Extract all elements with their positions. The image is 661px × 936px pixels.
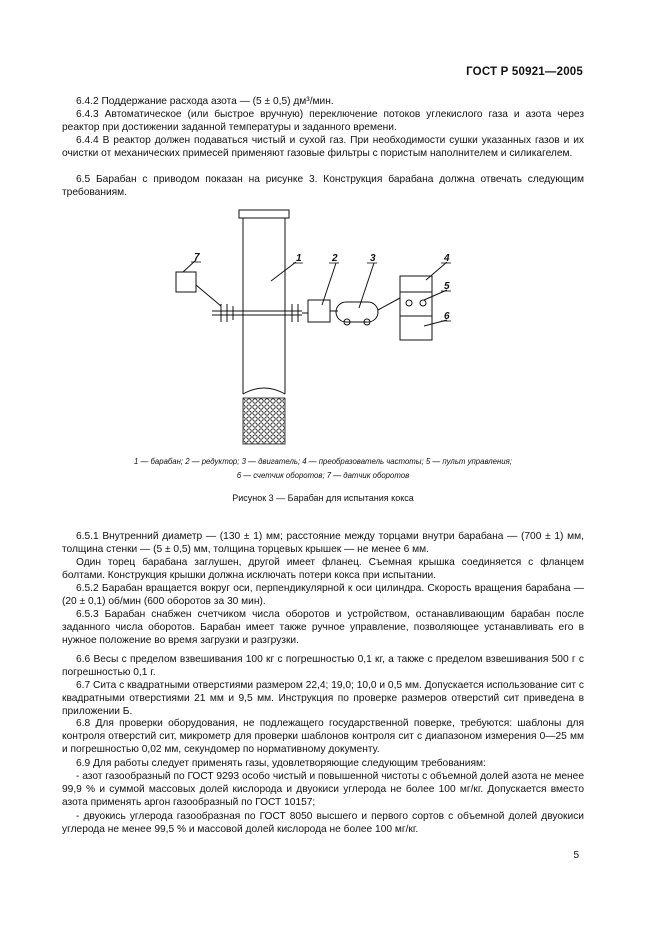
paragraph-6-5: 6.5 Барабан с приводом показан на рисунке 3. Конструкция барабана должна отвечать следующим требованиям.: [62, 174, 584, 199]
drum-bottom-cap: [243, 388, 285, 394]
motor-3: [336, 302, 378, 322]
label-6: 6: [444, 311, 450, 322]
paragraph-6-4-2: 6.4.2 Поддержание расхода азота — (5 ± 0,5) дм³/мин.: [76, 96, 334, 107]
drum-diagram-svg: [0, 200, 661, 450]
figure-drum-diagram: [0, 200, 661, 450]
paragraph-6-5-3: 6.5.3 Барабан снабжен счетчиком числа оборотов и устройством, останавливающим барабан после заданного числа оборотов. Барабан имеет также ручное управление, позволяющее устанавливать его в нужное положение во время загрузки и разгрузки.: [62, 609, 584, 647]
paragraph-6-8: 6.8 Для проверки оборудования, не подлежащего государственной поверке, требуются: шаблоны для контроля отверстий сит, микрометр для проверки шаблонов контроля сит с диапазоном измерения 0—25 мм и погрешностью 0,02 мм, секундомер по нормативному документу.: [62, 718, 584, 756]
label-2: 2: [332, 253, 338, 264]
drum-mesh: [243, 398, 285, 444]
paragraph-6-9-nitrogen: - азот газообразный по ГОСТ 9293 особо чистый и повышенной чистоты с объемной долей азота не менее 99,9 % и суммой массовых долей кислорода и двуокиси углерода не более 100 мг/кг. Допускается вместо азота применять аргон газообразный по ГОСТ 10157;: [62, 771, 584, 809]
paragraph-6-4-4: 6.4.4 В реактор должен подаваться чистый и сухой газ. При необходимости сушки указанных газов и их очистки от механических примесей применяют газовые фильтры с пористым наполнителем и силикагелем.: [62, 135, 584, 160]
figure-legend-line-2: 6 — счетчик оборотов; 7 — датчик оборотов: [236, 471, 410, 480]
label-5: 5: [444, 281, 450, 292]
paragraph-6-5-2: 6.5.2 Барабан вращается вокруг оси, перпендикулярной к оси цилиндра. Скорость вращения барабана — (20 ± 0,1) об/мин (600 оборотов за 30 мин).: [62, 583, 584, 608]
drum-flange: [239, 210, 289, 218]
paragraph-6-5-1-cont: Один торец барабана заглушен, другой имеет фланец. Съемная крышка соединяется с фланцем болтами. Конструкция крышки должна исключать потери кокса при испытании.: [62, 557, 584, 582]
paragraph-6-5-1: 6.5.1 Внутренний диаметр — (130 ± 1) мм; расстояние между торцами внутри барабана — (700 ± 1) мм, толщина стенки — (5 ± 0,5) мм, толщина торцевых крышек — не менее 6 мм.: [62, 531, 584, 556]
sensor-box-7: [176, 272, 196, 292]
paragraph-6-9-co2: - двуокись углерода газообразная по ГОСТ 8050 высшего и первого сортов с объемной долей двуокиси углерода не менее 99,5 % и массовой долей кислорода не более 100 мг/кг.: [62, 811, 584, 836]
figure-legend: [62, 455, 584, 483]
label-3: 3: [370, 253, 376, 264]
controller-stack: [400, 276, 432, 340]
label-7: 7: [194, 252, 200, 263]
reducer-box-2: [308, 300, 330, 322]
page-number: 5: [573, 850, 579, 861]
label-1: 1: [296, 253, 302, 264]
document-header: ГОСТ Р 50921—2005: [466, 66, 583, 78]
label-4: 4: [444, 253, 450, 264]
paragraph-6-9: 6.9 Для работы следует применять газы, удовлетворяющие следующим требованиям:: [76, 758, 486, 769]
figure-legend-line-1: 1 — барабан; 2 — редуктор; 3 — двигатель; 4 — преобразователь частоты; 5 — пульт управления;: [134, 457, 512, 466]
paragraph-6-7: 6.7 Сита с квадратными отверстиями размером 22,4; 19,0; 10,0 и 0,5 мм. Допускается использование сит с квадратными отверстиями 21 мм и 9,5 мм. Инструкция по проверке размеров отверстий сит приведена в приложении Б.: [62, 680, 584, 718]
paragraph-6-6: 6.6 Весы с пределом взвешивания 100 кг с погрешностью 0,1 кг, а также с пределом взвешивания 500 г с погрешностью 0,1 г.: [62, 654, 584, 679]
paragraph-6-4-3: 6.4.3 Автоматическое (или быстрое вручную) переключение потоков углекислого газа и азота через реактор при достижении заданной температуры и заданного времени.: [62, 109, 584, 134]
figure-title: Рисунок 3 — Барабан для испытания кокса: [232, 493, 414, 503]
